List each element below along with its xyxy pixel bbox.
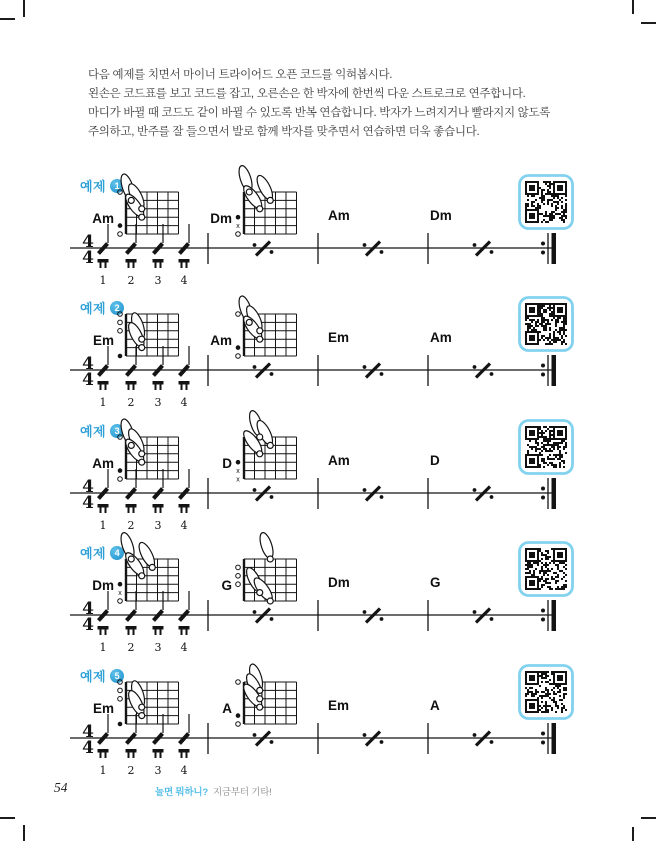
crop-mark — [632, 827, 634, 841]
svg-text:4: 4 — [82, 615, 94, 635]
svg-text:x: x — [236, 476, 240, 484]
footer-title — [155, 784, 272, 798]
example-label-text: 예제 — [80, 669, 107, 684]
chord-name: Dm — [92, 578, 114, 593]
chord-name: Am — [210, 333, 232, 348]
chord-name: Em — [328, 698, 350, 713]
svg-text:4: 4 — [180, 764, 188, 777]
example-block-1 — [0, 170, 656, 292]
chord-name: D — [222, 456, 232, 471]
svg-text:x: x — [236, 223, 240, 231]
svg-text:1: 1 — [99, 641, 107, 654]
svg-text:4: 4 — [82, 722, 94, 742]
example-number-badge: 1 — [110, 179, 124, 193]
qr-code — [518, 174, 574, 230]
page-footer — [0, 780, 656, 800]
svg-text:3: 3 — [154, 519, 162, 532]
chord-name: D — [430, 453, 440, 468]
intro-line: 마디가 바뀔 때 코드도 같이 바뀔 수 있도록 반복 연습합니다. 박자가 느려지거나 빨라지지 않도록 — [88, 107, 551, 119]
svg-text:4: 4 — [180, 641, 188, 654]
svg-text:4: 4 — [82, 232, 94, 252]
crop-mark — [632, 0, 634, 14]
rhythm-staff — [62, 344, 562, 410]
chord-name: Dm — [210, 211, 232, 226]
svg-text:4: 4 — [180, 274, 188, 287]
svg-text:1: 1 — [99, 764, 107, 777]
chord-name: Dm — [430, 208, 452, 223]
example-label-text: 예제 — [80, 424, 107, 439]
example-number-badge: 3 — [110, 424, 124, 438]
svg-text:1: 1 — [99, 519, 107, 532]
crop-mark — [0, 817, 15, 819]
footer-book-subtitle: 지금부터 기타! — [212, 787, 272, 798]
svg-text:1: 1 — [99, 274, 107, 287]
chord-name: A — [430, 698, 440, 713]
example-block-5 — [0, 660, 656, 782]
svg-text:4: 4 — [82, 370, 94, 390]
chord-name: Em — [92, 701, 114, 716]
intro-line: 다음 예제를 치면서 마이너 트라이어드 오픈 코드를 익혀봅시다. — [88, 69, 393, 81]
example-number-badge: 4 — [110, 546, 124, 560]
chord-name: A — [222, 701, 232, 716]
svg-text:4: 4 — [82, 248, 94, 268]
svg-text:2: 2 — [127, 519, 135, 532]
chord-name: Am — [92, 456, 114, 471]
svg-text:3: 3 — [154, 641, 162, 654]
example-block-4 — [0, 537, 656, 659]
rhythm-staff — [62, 467, 562, 533]
qr-code — [518, 664, 574, 720]
svg-text:x: x — [118, 590, 122, 598]
chord-name: Em — [328, 330, 350, 345]
example-number-badge: 2 — [110, 301, 124, 315]
svg-text:4: 4 — [180, 396, 188, 409]
chord-name: Am — [430, 330, 452, 345]
crop-mark — [23, 825, 25, 841]
chord-name: G — [430, 575, 441, 590]
svg-text:4: 4 — [180, 519, 188, 532]
svg-text:1: 1 — [99, 396, 107, 409]
svg-text:x: x — [236, 468, 240, 476]
example-label-text: 예제 — [80, 546, 107, 561]
crop-mark — [641, 22, 656, 24]
svg-text:2: 2 — [127, 764, 135, 777]
example-label-text: 예제 — [80, 301, 107, 316]
qr-code — [518, 296, 574, 352]
svg-text:4: 4 — [82, 599, 94, 619]
svg-text:4: 4 — [82, 354, 94, 374]
crop-mark — [23, 0, 25, 17]
chord-name: Dm — [328, 575, 350, 590]
example-number-badge: 5 — [110, 669, 124, 683]
footer-book-title: 놀면 뭐하니? — [155, 787, 208, 798]
svg-text:3: 3 — [154, 396, 162, 409]
chord-name: Am — [328, 208, 350, 223]
crop-mark — [0, 18, 15, 20]
chord-name: Am — [328, 453, 350, 468]
chord-name: Am — [92, 211, 114, 226]
rhythm-staff — [62, 712, 562, 778]
example-label-text: 예제 — [80, 179, 107, 194]
svg-text:3: 3 — [154, 274, 162, 287]
example-block-2 — [0, 292, 656, 414]
chord-name: G — [221, 578, 232, 593]
intro-line: 주의하고, 반주를 잘 들으면서 발로 함께 박자를 맞추면서 연습하면 더욱 좋습니다. — [88, 126, 480, 138]
chord-name: Em — [92, 333, 114, 348]
rhythm-staff — [62, 222, 562, 288]
crop-mark — [641, 817, 656, 819]
intro-paragraph — [88, 66, 593, 142]
intro-line: 왼손은 코드표를 보고 코드를 잡고, 오른손은 한 박자에 한번씩 다운 스트로크로 연주합니다. — [88, 88, 526, 100]
svg-text:3: 3 — [154, 764, 162, 777]
svg-text:2: 2 — [127, 641, 135, 654]
rhythm-staff — [62, 589, 562, 655]
example-block-3 — [0, 415, 656, 537]
svg-text:4: 4 — [82, 477, 94, 497]
svg-text:2: 2 — [127, 396, 135, 409]
svg-text:4: 4 — [82, 493, 94, 513]
svg-text:4: 4 — [82, 738, 94, 758]
qr-code — [518, 541, 574, 597]
page-number: 54 — [54, 780, 68, 795]
qr-code — [518, 419, 574, 475]
svg-text:2: 2 — [127, 274, 135, 287]
